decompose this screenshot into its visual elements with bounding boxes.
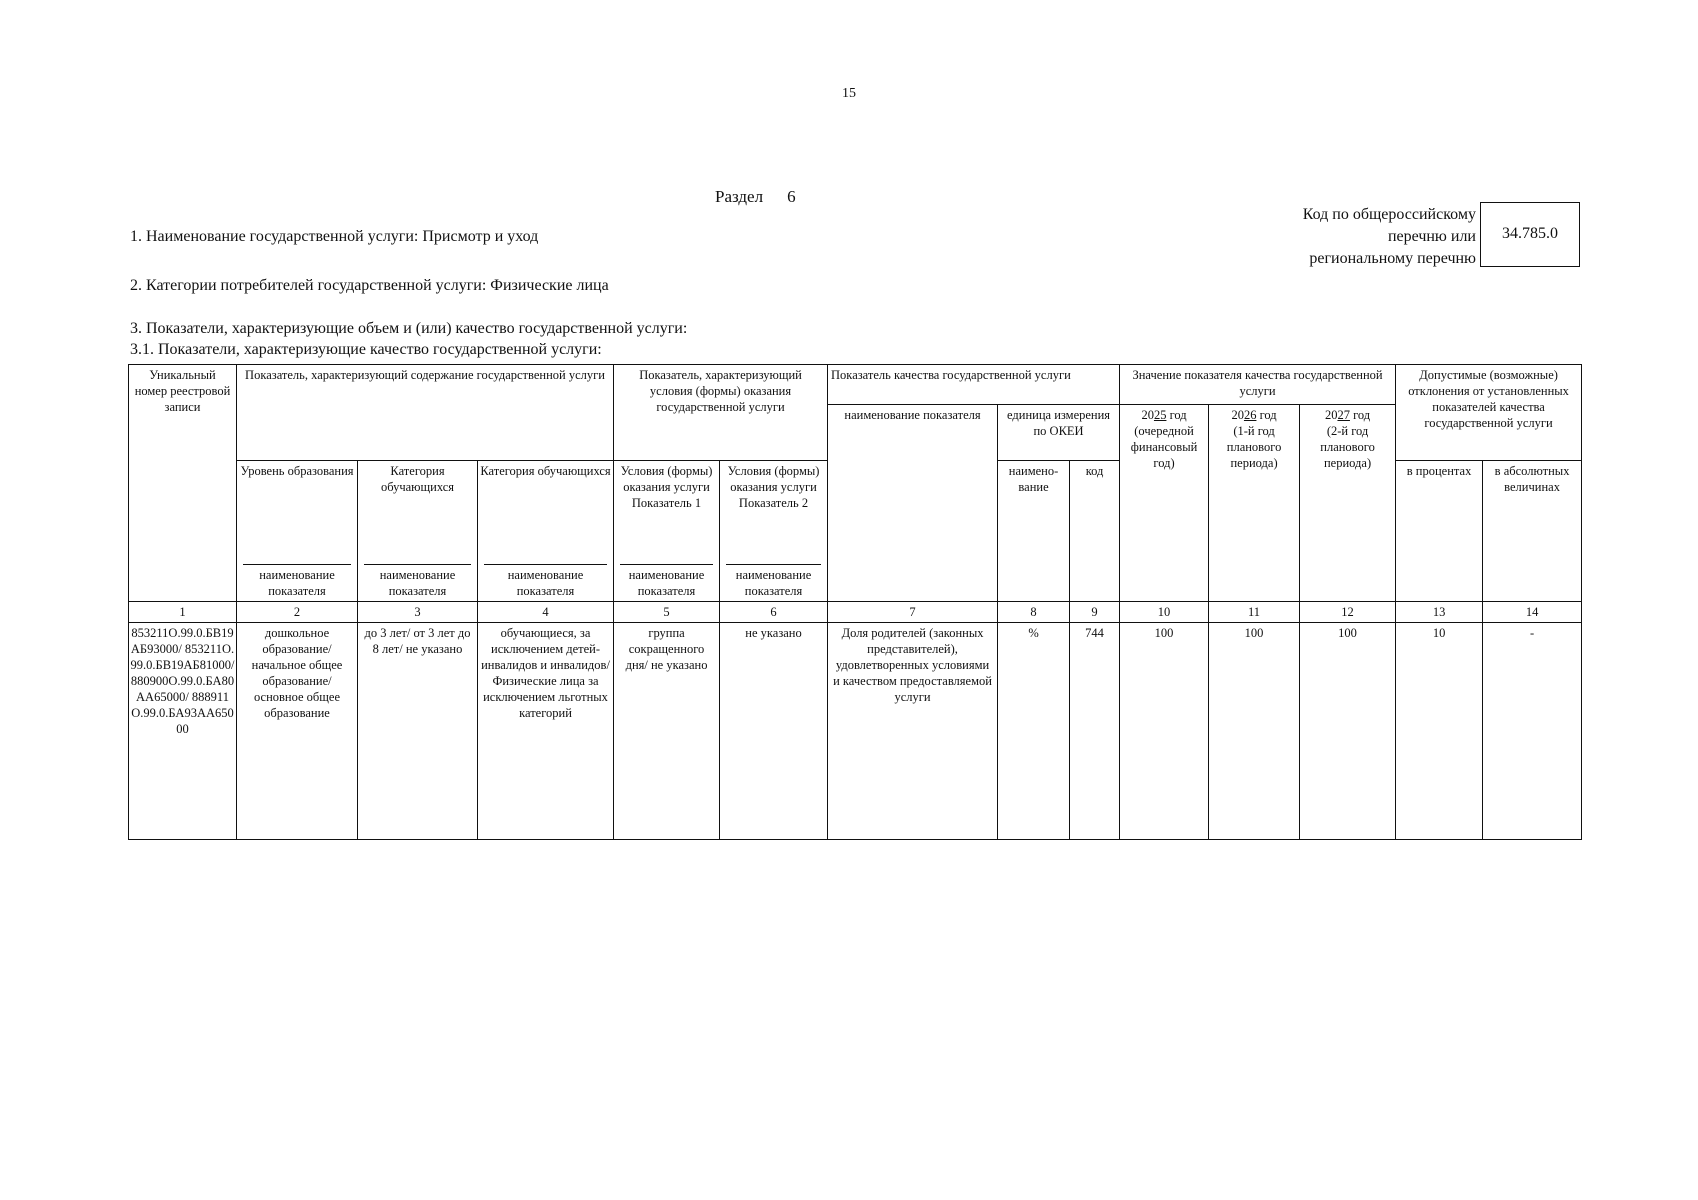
year3-prefix: 20 xyxy=(1324,408,1338,422)
header-content-indicator: Показатель, характеризующий содержание государственной услуги xyxy=(237,365,614,461)
col5-bottom: наименование показателя xyxy=(620,564,713,601)
indicators-line: 3. Показатели, характеризующие объем и (или) качество государственной услуги: xyxy=(130,320,688,337)
year1-value: 25 xyxy=(1153,408,1167,422)
col-number: 8 xyxy=(998,602,1070,623)
cell-condition-2: не указано xyxy=(720,623,828,840)
cell-registry-number: 853211О.99.0.БВ19АБ93000/ 853211О.99.0.БВ19АБ81000/ 880900О.99.0.БА80АА65000/ 888911О.99.0.БА93АА65000 xyxy=(129,623,237,840)
cell-year-1-value: 100 xyxy=(1120,623,1209,840)
col-number: 13 xyxy=(1396,602,1483,623)
cell-deviation-percent: 10 xyxy=(1396,623,1483,840)
header-unit-code: код xyxy=(1070,461,1120,602)
cell-education-level: дошкольное образование/ начальное общее образование/ основное общее образование xyxy=(237,623,358,840)
col-number: 6 xyxy=(720,602,828,623)
header-unit-name: наимено-вание xyxy=(998,461,1070,602)
page-number: 15 xyxy=(842,86,856,101)
col3-top: Категория обучающихся xyxy=(380,464,455,494)
header-indicator-name: наименование показателя xyxy=(828,405,998,602)
header-year-3 xyxy=(1300,405,1396,602)
year1-suffix: год xyxy=(1169,408,1187,422)
header-col-4 xyxy=(478,461,614,602)
header-col-3 xyxy=(358,461,478,602)
header-quality-value: Значение показателя качества государственной услуги xyxy=(1120,365,1396,405)
col-number: 4 xyxy=(478,602,614,623)
cell-deviation-absolute: - xyxy=(1483,623,1582,840)
code-label-3: региональному перечню xyxy=(1309,250,1476,267)
header-col-2 xyxy=(237,461,358,602)
cell-unit-code: 744 xyxy=(1070,623,1120,840)
year2-value: 26 xyxy=(1243,408,1257,422)
cell-year-2-value: 100 xyxy=(1209,623,1300,840)
year3-suffix: год xyxy=(1353,408,1371,422)
year1-note: (очередной финансовый год) xyxy=(1130,424,1198,470)
cell-student-age: до 3 лет/ от 3 лет до 8 лет/ не указано xyxy=(358,623,478,840)
year2-note: (1-й год планового периода) xyxy=(1226,424,1282,470)
col-number: 14 xyxy=(1483,602,1582,623)
code-label-1: Код по общероссийскому xyxy=(1302,206,1476,223)
col4-top: Категория обучающихся xyxy=(480,464,611,478)
cell-condition-1: группа сокращенного дня/ не указано xyxy=(614,623,720,840)
col3-bottom: наименование показателя xyxy=(364,564,471,601)
header-unique-number: Уникальный номер реестровой записи xyxy=(129,365,237,602)
year3-note: (2-й год планового периода) xyxy=(1320,424,1375,470)
service-name-line: 1. Наименование государственной услуги: Присмотр и уход xyxy=(130,228,539,245)
section-label: Раздел xyxy=(715,187,764,206)
quality-indicators-table xyxy=(128,364,1582,840)
col-number: 3 xyxy=(358,602,478,623)
header-deviation: Допустимые (возможные) отклонения от установленных показателей качества государственной услуги xyxy=(1396,365,1582,461)
code-value-box: 34.785.0 xyxy=(1480,202,1580,267)
header-col-5 xyxy=(614,461,720,602)
cell-indicator-name: Доля родителей (законных представителей), удовлетворенных условиями и качеством предоставляемой услуги xyxy=(828,623,998,840)
header-col-6 xyxy=(720,461,828,602)
col-number: 11 xyxy=(1209,602,1300,623)
col2-bottom: наименование показателя xyxy=(243,564,351,601)
year1-prefix: 20 xyxy=(1141,408,1154,422)
column-numbers-row xyxy=(129,602,1582,623)
header-percent: в процентах xyxy=(1396,461,1483,602)
code-label xyxy=(1240,204,1476,270)
col-number: 10 xyxy=(1120,602,1209,623)
col-number: 2 xyxy=(237,602,358,623)
col-number: 9 xyxy=(1070,602,1120,623)
year2-prefix: 20 xyxy=(1231,408,1244,422)
header-unit: единица измерения по ОКЕИ xyxy=(998,405,1120,461)
section-heading xyxy=(715,187,796,207)
cell-year-3-value: 100 xyxy=(1300,623,1396,840)
header-conditions-indicator: Показатель, характеризующий условия (формы) оказания государственной услуги xyxy=(614,365,828,461)
table-row xyxy=(129,623,1582,840)
col4-bottom: наименование показателя xyxy=(484,564,607,601)
header-year-1 xyxy=(1120,405,1209,602)
col-number: 1 xyxy=(129,602,237,623)
col6-top: Условия (формы) оказания услуги Показатель 2 xyxy=(727,464,820,510)
col-number: 5 xyxy=(614,602,720,623)
col5-top: Условия (формы) оказания услуги Показатель 1 xyxy=(620,464,713,510)
col-number: 7 xyxy=(828,602,998,623)
header-year-2 xyxy=(1209,405,1300,602)
consumer-category-line: 2. Категории потребителей государственной услуги: Физические лица xyxy=(130,277,609,294)
year3-value: 27 xyxy=(1337,408,1350,422)
col2-top: Уровень образования xyxy=(240,464,354,478)
cell-unit-name: % xyxy=(998,623,1070,840)
section-number: 6 xyxy=(787,187,796,206)
code-label-2: перечню или xyxy=(1387,228,1476,245)
col-number: 12 xyxy=(1300,602,1396,623)
quality-indicators-line: 3.1. Показатели, характеризующие качество государственной услуги: xyxy=(130,341,602,358)
header-quality-indicator: Показатель качества государственной услуги xyxy=(828,365,1120,405)
col6-bottom: наименование показателя xyxy=(726,564,821,601)
header-absolute: в абсолютных величинах xyxy=(1483,461,1582,602)
cell-student-category: обучающиеся, за исключением детей-инвалидов и инвалидов/ Физические лица за исключением льготных категорий xyxy=(478,623,614,840)
year2-suffix: год xyxy=(1259,408,1277,422)
